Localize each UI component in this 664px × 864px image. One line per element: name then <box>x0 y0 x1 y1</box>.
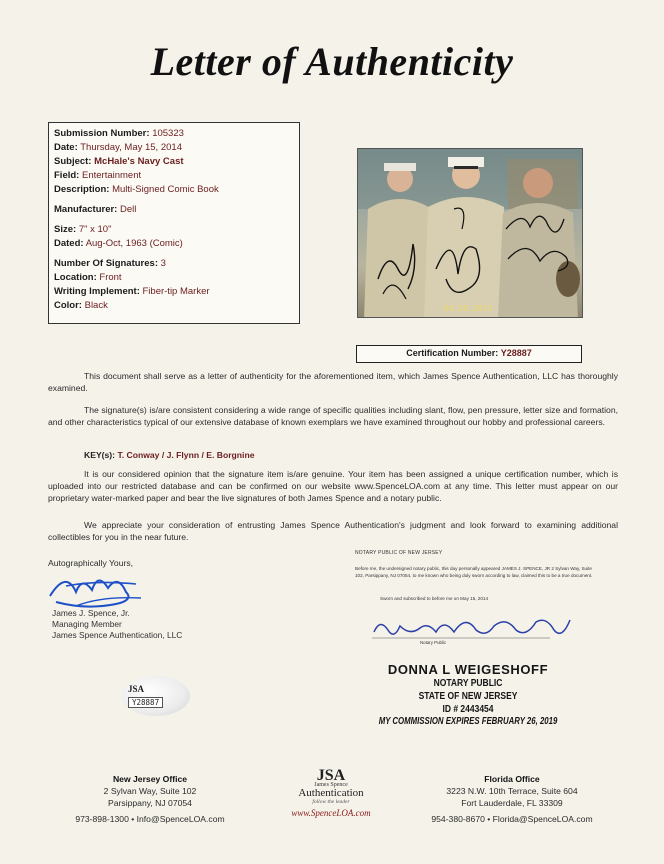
row-description: Description: Multi-Signed Comic Book <box>54 184 219 195</box>
spence-signature <box>46 566 146 614</box>
signatory-block <box>52 608 182 641</box>
item-photo <box>357 148 583 318</box>
paragraph-appreciation: We appreciate your consideration of entrusting James Spence Authentication's judgment and look forward to examining additional collectibles for you in the near future. <box>48 520 618 542</box>
row-manufacturer: Manufacturer: Dell <box>54 204 137 215</box>
certification-number-box: Certification Number: Y28887 <box>356 345 582 363</box>
notary-statement: Before me, the undersigned notary public, this day personally appeared JAMES J. SPENCE, JR 2 Sylvan Way, Suite 102, Parsippany, NJ 07054, to me known who being duly sworn according to law, claimed this to be a true document. <box>355 566 593 578</box>
closing-salutation: Autographically Yours, <box>48 558 134 568</box>
notary-stamp-expiry: MY COMMISSION EXPIRES FEBRUARY 26, 2019 <box>378 716 558 727</box>
row-location: Location: Front <box>54 272 122 283</box>
notary-stamp-title: NOTARY PUBLIC <box>433 678 503 689</box>
signatory-name: James J. Spence, Jr. <box>52 608 130 618</box>
signatory-role: Managing Member <box>52 619 122 629</box>
paragraph-intro: This document shall serve as a letter of authenticity for the aforementioned item, which James Spence Authentication, LLC has thoroughly examined. <box>48 371 618 393</box>
website-link[interactable]: www.SpenceLOA.com <box>291 808 371 818</box>
certification-number: Y28887 <box>500 348 532 358</box>
row-writing-implement: Writing Implement: Fiber-tip Marker <box>54 286 210 297</box>
row-date: Date: Thursday, May 15, 2014 <box>54 142 182 153</box>
row-subject: Subject: McHale's Navy Cast <box>54 156 184 167</box>
page-title: Letter of Authenticity <box>150 39 514 84</box>
jsa-logo: JSA James Spence Authentication follow the leader www.SpenceLOA.com <box>268 768 394 818</box>
notary-stamp-id: ID # 2443454 <box>442 704 494 715</box>
office-new-jersey: New Jersey Office 2 Sylvan Way, Suite 102 Parsippany, NJ 07054 973-898-1300 • Info@SpenceLOA.com <box>75 774 225 824</box>
signatory-company: James Spence Authentication, LLC <box>52 630 183 640</box>
row-submission-number: Submission Number: 105323 <box>54 128 184 139</box>
sticker-number: Y28887 <box>128 697 163 708</box>
signature-keys: KEY(s): T. Conway / J. Flynn / E. Borgnine <box>84 450 255 460</box>
notary-sworn-line: Sworn and subscribed to before me on May 15, 2014 <box>380 596 489 601</box>
office-florida: Florida Office 3223 N.W. 10th Terrace, Suite 604 Fort Lauderdale, FL 33309 954-380-8670 • Florida@SpenceLOA.com <box>431 774 593 824</box>
row-size: Size: 7" x 10" <box>54 224 112 235</box>
notary-signature <box>370 612 580 644</box>
sticker-logo: JSA <box>128 684 145 694</box>
notary-public-label: Notary Public <box>420 640 447 645</box>
hologram-sticker <box>122 676 190 716</box>
notary-stamp-name: DONNA L WEIGESHOFF <box>387 662 549 677</box>
photo-date-stamp: 04.28.2014 <box>443 304 492 313</box>
row-number-of-signatures: Number Of Signatures: 3 <box>54 258 166 269</box>
row-field: Field: Entertainment <box>54 170 142 181</box>
paragraph-consistency: The signature(s) is/are consistent considering a wide range of specific qualities including slant, flow, pen pressure, letter size and formation, and other characteristics typical of our extensive database of known exemplars we have examined throughout our hobby and professional careers. <box>48 405 618 427</box>
notary-stamp-state: STATE OF NEW JERSEY <box>418 691 518 702</box>
cast-photo-illustration <box>358 149 583 318</box>
notary-header: NOTARY PUBLIC OF NEW JERSEY <box>355 550 443 556</box>
notary-stamp <box>340 662 596 728</box>
row-dated: Dated: Aug-Oct, 1963 (Comic) <box>54 238 183 249</box>
submission-details <box>48 122 300 324</box>
paragraph-opinion: It is our considered opinion that the signature item is/are genuine. Your item has been assigned a unique certification number, which is uploaded into our restricted database and can be confirmed on our website www.SpenceLOA.com at any time. This letter must appear on our proprietary water-marked paper and bear the live signatures of both James Spence and a notary public. <box>48 469 618 503</box>
row-color: Color: Black <box>54 300 108 311</box>
